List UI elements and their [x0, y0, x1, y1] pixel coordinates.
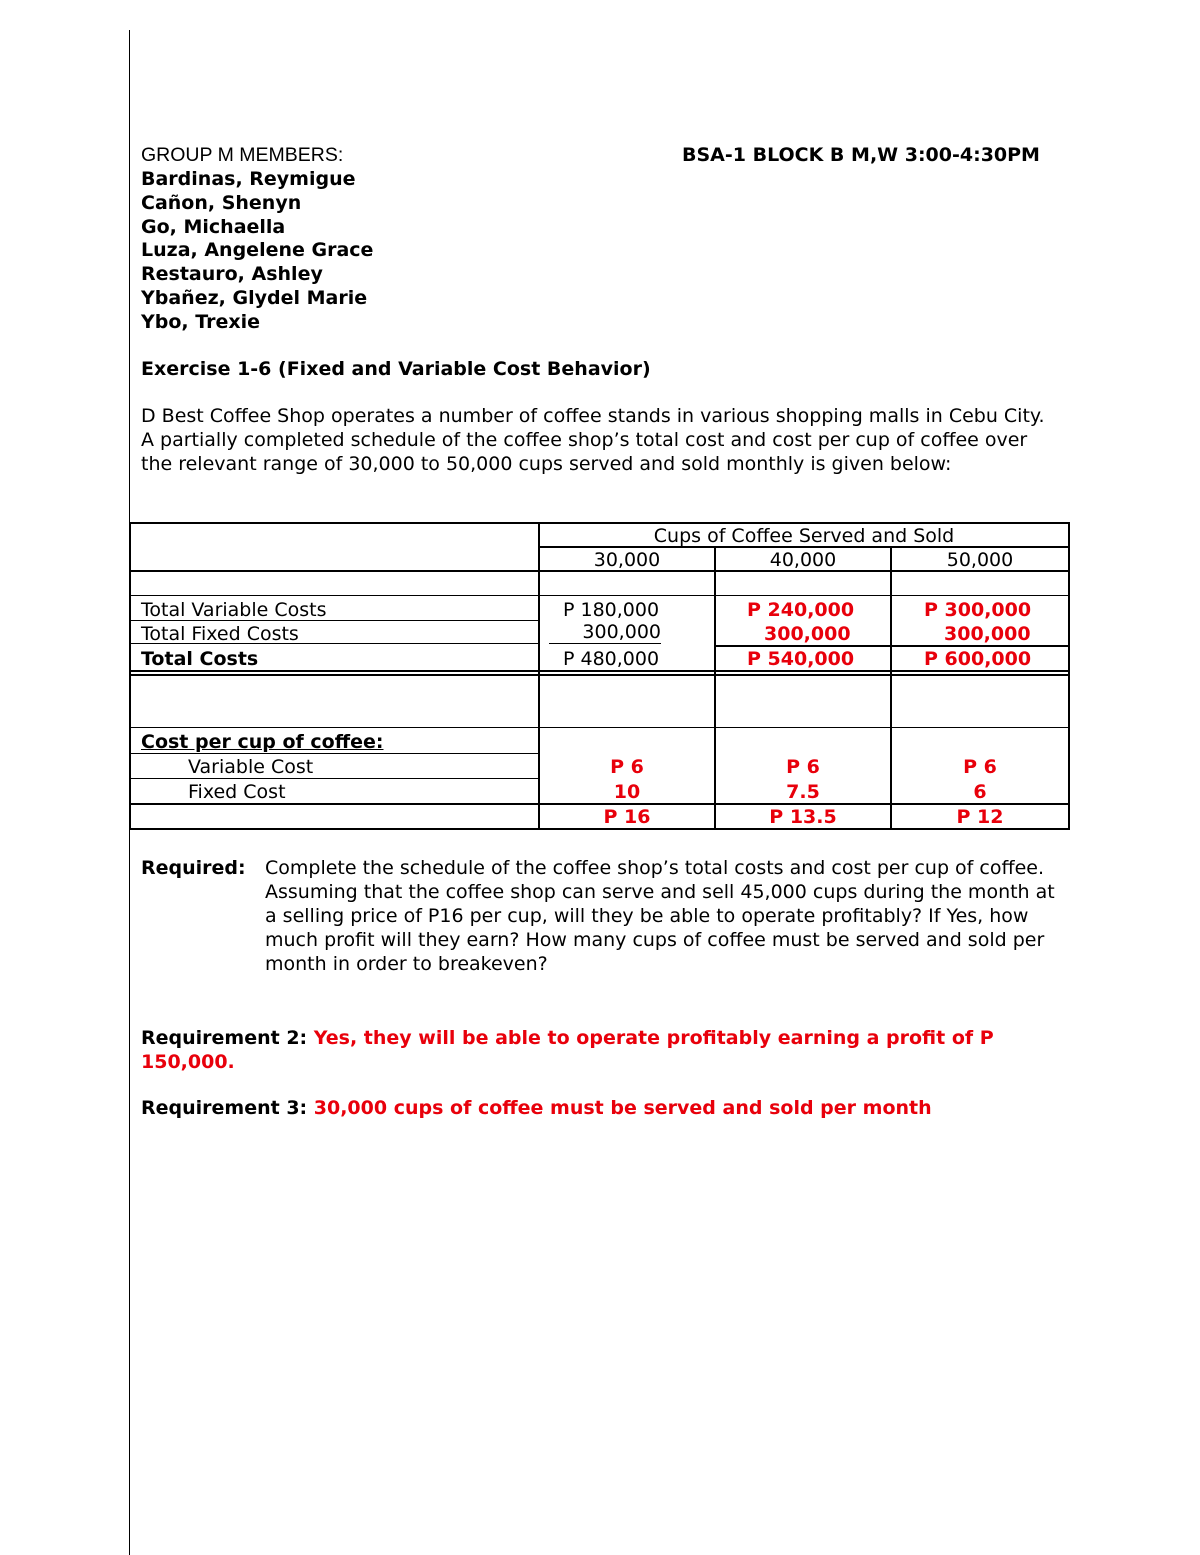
row-label: Total Costs [141, 648, 259, 670]
exercise-title: Exercise 1-6 (Fixed and Variable Cost Behavior) [141, 358, 651, 380]
table-cell: P 180,000 [563, 599, 660, 621]
column-header: 40,000 [769, 549, 837, 571]
required-label: Required: [141, 857, 246, 879]
table-cell: P 6 [610, 756, 644, 778]
requirement-2-label: Requirement 2: [141, 1027, 308, 1049]
cost-schedule-table [129, 522, 1070, 830]
row-label: Variable Cost [188, 756, 314, 778]
member-name: Luza, Angelene Grace [141, 239, 374, 262]
table-cell: P 6 [786, 756, 820, 778]
member-name: Restauro, Ashley [141, 263, 323, 286]
class-info: BSA-1 BLOCK B M,W 3:00-4:30PM [682, 144, 1040, 166]
table-cell: P 600,000 [924, 648, 1032, 670]
column-header: 30,000 [593, 549, 661, 571]
member-name: Ybañez, Glydel Marie [141, 286, 368, 309]
table-cell: 6 [973, 781, 987, 803]
member-name: Cañon, Shenyn [141, 191, 302, 214]
per-cup-heading: Cost per cup of coffee: [141, 731, 384, 753]
row-label: Total Fixed Costs [141, 623, 299, 645]
member-name: Ybo, Trexie [141, 310, 261, 333]
requirement-3 [141, 1096, 1091, 1120]
row-label: Total Variable Costs [141, 599, 327, 621]
requirement-3-answer: 30,000 cups of coffee must be served and sold per month [313, 1097, 932, 1119]
group-members-label: GROUP M MEMBERS: [141, 144, 344, 166]
table-group-header: Cups of Coffee Served and Sold [653, 525, 955, 547]
table-cell: 300,000 [549, 622, 661, 644]
table-cell: 10 [613, 781, 641, 803]
member-list [141, 167, 373, 334]
requirement-3-label: Requirement 3: [141, 1097, 308, 1119]
intro-paragraph: D Best Coffee Shop operates a number of coffee stands in various shopping malls in Cebu City. A partially completed schedule of the coffee shop’s total cost and cost per cup of coffee over the relevant range of 30,000 to 50,000 cups served and sold monthly is given below: [141, 405, 1045, 475]
table-cell: P 540,000 [747, 648, 855, 670]
row-label: Fixed Cost [188, 781, 286, 803]
member-name: Go, Michaella [141, 215, 286, 238]
table-cell: 300,000 [764, 623, 851, 645]
member-name: Bardinas, Reymigue [141, 168, 356, 190]
table-cell: P 6 [963, 756, 997, 778]
requirement-2 [141, 1026, 1041, 1074]
table-cell: P 13.5 [769, 806, 837, 828]
column-header: 50,000 [946, 549, 1014, 571]
required-text: Complete the schedule of the coffee shop’s total costs and cost per cup of coffee. Assuming that the coffee shop can serve and sell 45,000 cups during the month at a selling price of P16 per cup, will they be able to operate profitably? If Yes, how much profit will they earn? How many cups of coffee must be served and sold per month in order to breakeven? [265, 857, 1055, 975]
table-cell: P 16 [603, 806, 651, 828]
table-cell: 7.5 [786, 781, 820, 803]
table-cell: 300,000 [944, 623, 1031, 645]
table-cell: P 12 [956, 806, 1004, 828]
table-cell: P 300,000 [924, 599, 1032, 621]
table-cell: P 240,000 [747, 599, 855, 621]
table-cell: P 480,000 [563, 648, 660, 670]
requirement-2-answer: Yes, they will be able to operate profitably earning a profit of P 150,000. [141, 1027, 994, 1073]
